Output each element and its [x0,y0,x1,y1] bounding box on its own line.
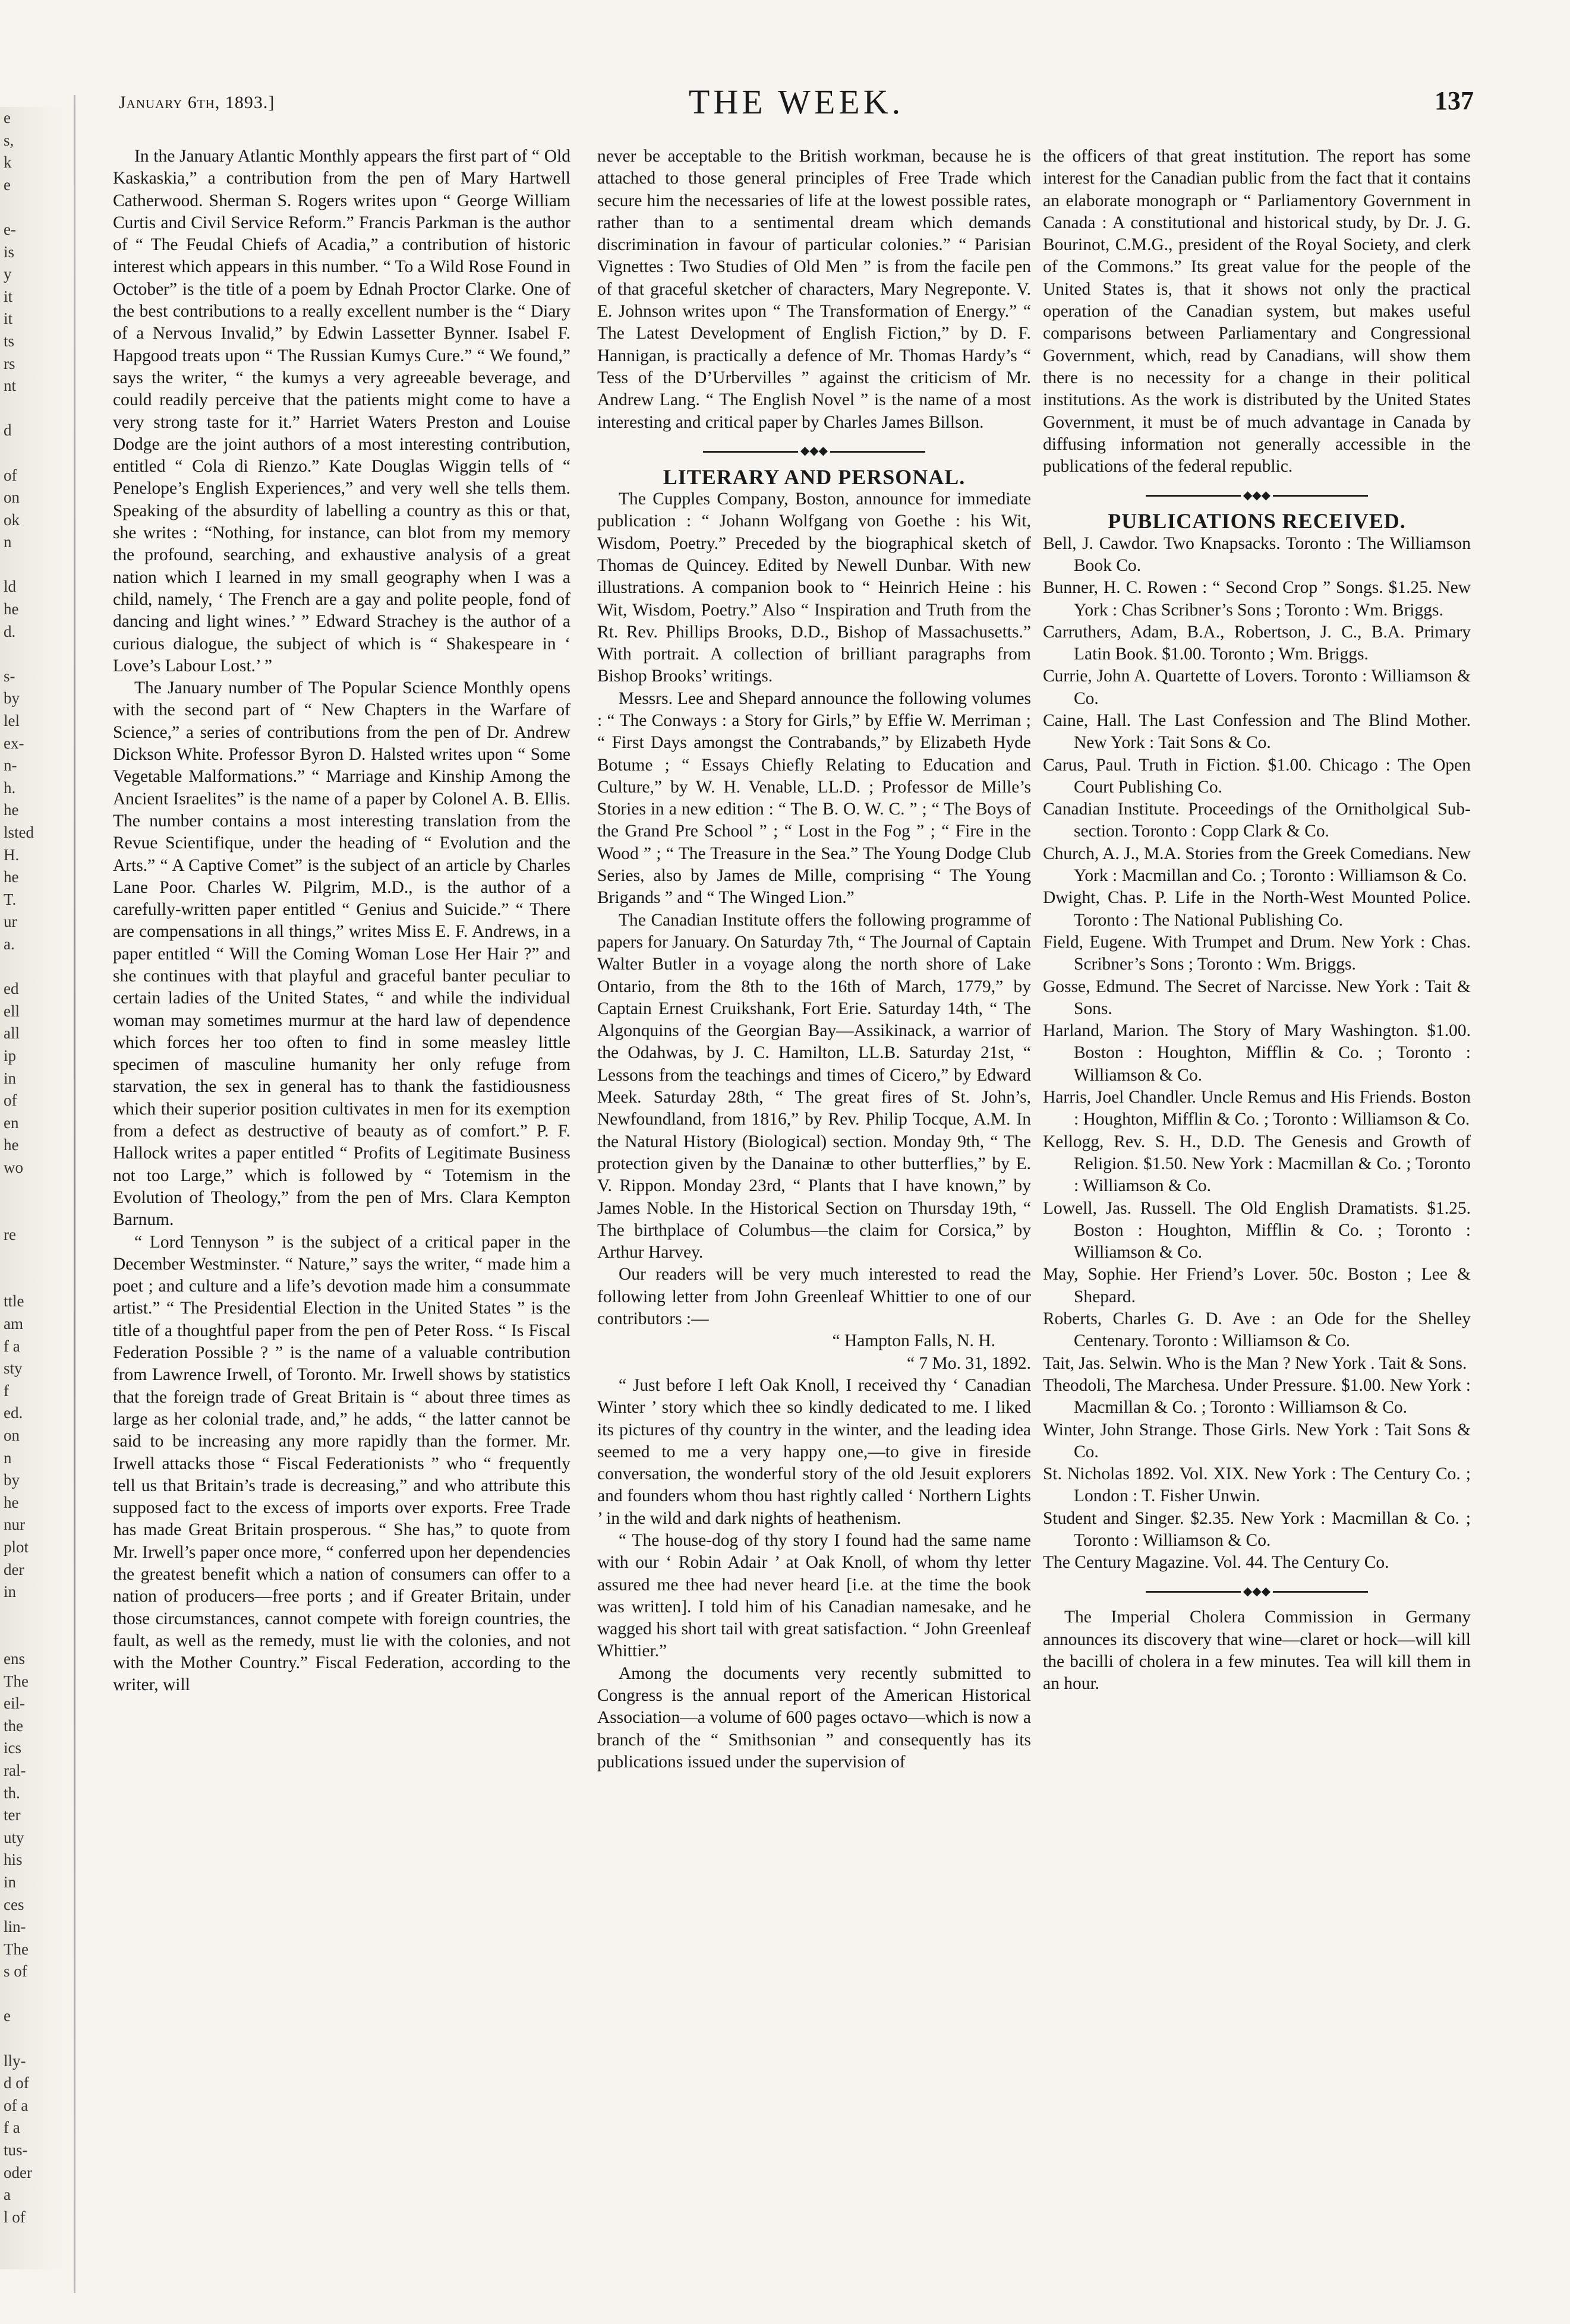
publication-title: THE WEEK. [688,83,904,121]
margin-fragment: T. [4,890,17,908]
margin-fragment: lsted [4,823,34,841]
publication-entry: Field, Eugene. With Trumpet and Drum. New York : Chas. Scribner’s Sons ; Toronto : Wm. Briggs. [1043,932,1471,974]
margin-fragment: en [4,1113,19,1132]
margin-fragment: in [4,1583,17,1601]
publication-entry: Winter, John Strange. Those Girls. New York : Tait Sons & Co. [1043,1420,1471,1461]
article-paragraph: the officers of that great institution. The report has some interest for the Canadian public from the fact that it contains an elaborate monograph or “ Parliamentory Government in Canada : A constitutional and historical study, by Dr. J. G. Bourinot, C.M.G., president of the Royal Society, and clerk of the Commons.” Its great value for the people of the United States is, that it shows not only the practical operation of the Canadian system, but makes useful comparisons between Parliamentary and Congressional Government, which, read by Canadians, will show them there is no necessity for a change in their political institutions. As the work is distributed by the United States Government, it must be of much advantage in Canada by diffusing information not generally accessible in the publications of the federal republic. [1043,147,1471,476]
publication-entry: Dwight, Chas. P. Life in the North-West Mounted Police. Toronto : The National Publishing Co. [1043,888,1471,930]
margin-fragment: th. [4,1783,20,1802]
margin-fragment: ed [4,980,19,998]
margin-fragment: ens [4,1649,25,1668]
margin-fragment [4,1603,74,1626]
publication-entry: Theodoli, The Marchesa. Under Pressure. $1.00. New York : Macmillan & Co. ; Toronto : Williamson & Co. [1043,1375,1471,1417]
column-1 [113,146,570,1697]
page-number: 137 [1435,86,1474,115]
margin-fragment: ld [4,577,17,596]
margin-fragment: h. [4,778,16,797]
margin-fragment: e [4,2007,11,2025]
margin-fragment: it [4,310,13,328]
margin-fragment: of [4,466,17,484]
margin-fragment: ip [4,1046,17,1065]
margin-fragment: f [4,1381,9,1400]
publication-entry: Caine, Hall. The Last Confession and The Blind Mother. New York : Tait Sons & Co. [1043,711,1471,753]
margin-fragment: e [4,109,11,127]
publication-entry: Church, A. J., M.A. Stories from the Greek Comedians. New York : Macmillan and Co. ; Toronto : Williamson & Co. [1043,844,1471,886]
publication-entry: Kellogg, Rev. S. H., D.D. The Genesis and Growth of Religion. $1.50. New York : Macmillan & Co. ; Toronto : Williamson & Co. [1043,1132,1471,1196]
publication-entry: The Century Magazine. Vol. 44. The Century Co. [1043,1553,1389,1573]
margin-fragment: he [4,600,19,618]
publications-list [1043,533,1471,1574]
margin-fragment: he [4,1136,19,1154]
margin-fragment: l of [4,2208,26,2226]
publication-entry: Carus, Paul. Truth in Fiction. $1.00. Chicago : The Open Court Publishing Co. [1043,755,1471,797]
article-paragraph: never be acceptable to the British workman, because he is attached to those general principles of Free Trade which secure him the necessaries of life at the lowest possible rates, rather than to a sentimental dream which demands discrimination in favour of particular colonies.” “ Parisian Vignettes : Two Studies of Old Men ” is from the facile pen of that graceful sketcher of characters, Mary Negreponte. V. E. Johnson writes upon “ The Transformation of Energy.” “ The Latest Development of English Fiction,” by D. F. Hannigan, is practically a defence of Mr. Thomas Hardy’s “ Tess of the D’Urbervilles ” against the criticism of Mr. Andrew Lang. “ The English Novel ” is the name of a most interesting and critical paper by Charles James Billson. [597,147,1031,432]
letter-paragraph: “ Just before I left Oak Knoll, I received thy ‘ Canadian Winter ’ story which thee so kindly dedicated to me. I liked its pictures of thy country in the winter, and the leading idea seemed to me a very happy one,—to give in fireside conversation, the wonderful story of the old Jesuit explorers and founders whom thou hast rightly called ‘ Northern Lights ’ in the wild and dark nights of heathenism. [597,1375,1031,1528]
section-heading: PUBLICATIONS RECEIVED. [1108,509,1406,533]
margin-fragment: d of [4,2074,29,2092]
margin-fragment: ttle [4,1292,24,1311]
publication-entry: Bell, J. Cawdor. Two Knapsacks. Toronto : The Williamson Book Co. [1043,533,1471,575]
margin-fragment [4,956,74,978]
publication-entry: Bunner, H. C. Rowen : “ Second Crop ” Songs. $1.25. New York : Chas Scribner’s Sons ; Toronto : Wm. Briggs. [1043,578,1471,620]
margin-fragment: tus- [4,2141,28,2159]
publication-entry: May, Sophie. Her Friend’s Lover. 50c. Boston ; Lee & Shepard. [1043,1265,1471,1306]
margin-fragment: lin- [4,1918,26,1936]
margin-fragment: s, [4,131,14,149]
margin-fragment: n- [4,756,17,775]
publication-entry: Tait, Jas. Selwin. Who is the Man ? New York . Tait & Sons. [1043,1353,1467,1373]
margin-fragment: n [4,533,12,551]
article-paragraph: The Canadian Institute offers the following programme of papers for January. On Saturday 7th, “ The Journal of Captain Walter Butler in a voyage along the north shore of Lake Ontario, from the 8th to the 16th of March, 1779,” by Captain Ernest Cruikshank, Fort Erie. Saturday 14th, “ The Algonquins of the Georgian Bay—Assikinack, a warrior of the Odahwas, by J. C. Hamilton, LL.B. Saturday 21st, “ Lessons from the teachings and times of Cicero,” by Edward Meek. Saturday 28th, “ The great fires of St. John’s, Newfoundland, from 1816,” by Rev. Philip Tocque, A.M. In the Natural History (Biological) section. Monday 9th, “ The protection given by the Danainæ to other butterflies,” by E. V. Rippon. Monday 23rd, “ Plants that I have known,” by James Noble. In the Historical Section on Thursday 19th, “ The birthplace of Columbus—the claim for Corsica,” by Arthur Harvey. [597,910,1031,1262]
margin-fragment: d [4,421,12,440]
margin-fragment [4,643,74,665]
margin-fragment: is [4,242,15,261]
publication-entry: Harland, Marion. The Story of Mary Washington. $1.00. Boston : Houghton, Mifflin & Co. ; Toronto : Williamson & Co. [1043,1021,1471,1085]
margin-fragment: The [4,1672,29,1690]
margin-fragment: ell [4,1002,20,1020]
issue-date: January 6th, 1893.] [119,93,275,112]
publication-entry: Carruthers, Adam, B.A., Robertson, J. C., B.A. Primary Latin Book. $1.00. Toronto ; Wm. Briggs. [1043,622,1471,664]
margin-fragment: lly- [4,2051,26,2070]
margin-fragment: sty [4,1359,23,1378]
article-paragraph: Among the documents very recently submitted to Congress is the annual report of the American Historical Association—a volume of 600 pages octavo—which is now a branch of the “ Smithsonian ” and consequently has its publications issued under the supervision of [597,1663,1031,1772]
margin-fragment [4,1179,74,1202]
article-paragraph: In the January Atlantic Monthly appears the first part of “ Old Kaskaskia,” a contribution from the pen of Mary Hartwell Catherwood. Sherman S. Rogers writes upon “ George William Curtis and Civil Service Reform.” Francis Parkman is the author of “ The Feudal Chiefs of Acadia,” a contribution of historic interest which appears in this number. “ To a Wild Rose Found in October” is the title of a poem by Ednah Proctor Clarke. One of the best contributions to a really excellent number is the “ Diary of a Nervous Invalid,” by Edwin Lassetter Bynner. Isabel F. Hapgood treats upon “ The Russian Kumys Cure.” “ We found,” says the writer, “ the kumys a very agreeable beverage, and could readily perceive that the patients might come to have a very strong taste for it.” Harriet Waters Preston and Louise Dodge are the joint authors of a most interesting contribution, entitled “ Cola di Rienzo.” Kate Douglas Wiggin tells of “ Penelope’s English Experiences,” and very well she tells them. Speaking of the absurdity of labelling a country as this or that, she writes : “Nothing, for instance, can blot from my memory the profound, searching, and exhaustive analysis of a great nation which I learned in my small geography when I was a child, namely, ‘ The French are a gay and polite people, fond of dancing and light wines.’ ” Edward Strachey is the author of a curious dialogue, the subject of which is “ Shakespeare in ‘ Love’s Labour Lost.’ ” [113,147,570,675]
margin-fragment: on [4,1426,20,1445]
margin-fragment: ces [4,1895,24,1913]
publication-entry: Currie, John A. Quartette of Lovers. Toronto : Williamson & Co. [1043,667,1471,708]
margin-fragment: lel [4,712,20,730]
article-paragraph: The January number of The Popular Science Monthly opens with the second part of “ New Chapters in the Warfare of Science,” a series of contributions from the pen of Dr. Andrew Dickson White. Professor Byron D. Halsted writes upon “ Some Vegetable Malformations.” “ Marriage and Kinship Among the Ancient Israelites” is the name of a paper by Colonel A. B. Ellis. The number contains a most interesting translation from the Revue Scientifique, under the heading of “ Evolution and the Arts.” “ A Captive Comet” is the subject of an article by Charles Lane Poor. Charles W. Pilgrim, M.D., is the author of a carefully-written paper entitled “ Genius and Suicide.” “ There are compensations in all things,” writes Miss E. F. Andrews, in a paper entitled “ Will the Coming Woman Lose Her Hair ?” and she continues with that playful and graceful banter peculiar to certain ladies of the United States, “ and while the individual woman may sometimes murmur at the hard law of dependence which forces her too often to find in some measley little specimen of masculine humanity her only refuge from starvation, the sex in general has to thank the fastidiousness which their superior position cultivates in men for its exemption from a defect as destructive of beauty as of comfort.” P. F. Hallock writes a paper entitled “ Profits of Legitimate Business not too Large,” which is followed by “ Totemism in the Evolution of Theology,” from the pen of Mrs. Clara Kempton Barnum. [113,678,570,1230]
margin-fragment: e [4,175,11,194]
margin-fragment: n [4,1448,12,1467]
margin-fragment: ral- [4,1761,26,1779]
margin-fragment: of a [4,2096,29,2114]
margin-fragment: ex- [4,734,24,752]
publication-entry: Roberts, Charles G. D. Ave : an Ode for the Shelley Centenary. Toronto : Williamson & Co. [1043,1309,1471,1351]
section-separator: ◆◆◆ [597,440,1031,463]
publication-entry: Gosse, Edmund. The Secret of Narcisse. New York : Tait & Sons. [1043,977,1471,1018]
margin-fragment [4,1625,74,1648]
margin-fragment: by [4,1471,20,1489]
page-header [119,82,1474,130]
publication-entry: Lowell, Jas. Russell. The Old English Dramatists. $1.25. Boston : Houghton, Mifflin & Co. ; Toronto : Williamson & Co. [1043,1198,1471,1262]
margin-fragment: oder [4,2163,32,2181]
section-heading: LITERARY AND PERSONAL. [663,465,966,489]
adjacent-page-margin [0,107,74,2269]
margin-fragment: d. [4,622,16,640]
margin-fragment: rs [4,354,15,372]
margin-fragment: am [4,1315,23,1333]
margin-fragment: nur [4,1515,25,1534]
margin-fragment: der [4,1560,24,1578]
margin-fragment: he [4,868,19,886]
margin-fragment: of [4,1091,17,1110]
margin-fragment: uty [4,1828,24,1846]
margin-fragment: the [4,1716,23,1735]
margin-fragment [4,2028,74,2050]
margin-fragment: it [4,287,13,305]
margin-fragment: ur [4,912,17,931]
section-separator: ◆◆◆ [1043,1580,1471,1603]
article-paragraph: Our readers will be very much interested to read the following letter from John Greenleaf Whittier to one of our contributors :— [597,1265,1031,1329]
margin-fragment: by [4,689,20,708]
margin-fragment [4,1201,74,1224]
margin-fragment: f a [4,1337,20,1355]
article-paragraph: “ Lord Tennyson ” is the subject of a critical paper in the December Westminster. “ Nature,” says the writer, “ made him a poet ; and culture and a life’s devotion made him a consummate artist.” “ The Presidential Election in the United States ” is the title of a thoughtful paper from the pen of Peter Ross. “ Is Fiscal Federation Possible ? ” is the name of a valuable contribution from Lawrence Irwell, of Toronto. Mr. Irwell shows by statistics that the foreign trade of Great Britain is “ about three times as large as her colonial trade, and,” he adds, “ the latter cannot be said to be increasing any more rapidly than the former. Mr. Irwell attacks those “ Fiscal Federationists ” who “ frequently tell us that Britain’s trade is decreasing,” and who attribute this supposed fact to the excess of imports over exports. Free Trade has made Great Britain prosperous. “ She has,” to quote from Mr. Irwell’s paper once more, “ conferred upon her dependencies the greatest benefit which a nation of consumers can offer to a nation of producers—free ports ; and if Greater Britain, under those circumstances, cannot compete with foreign countries, the fault, as well as the remedy, must lie with the colonies, and not with the Mother Country.” Fiscal Federation, according to the writer, will [113,1232,570,1695]
margin-fragment [4,397,74,420]
article-paragraph: The Imperial Cholera Commission in Germany announces its discovery that wine—claret or hock—will kill the bacilli of cholera in a few minutes. Tea will kill them in an hour. [1043,1608,1471,1694]
margin-fragment: plot [4,1538,29,1556]
margin-fragment: a. [4,934,15,953]
page-gutter [74,95,75,2293]
section-separator: ◆◆◆ [1043,484,1471,507]
letter-place: “ Hampton Falls, N. H. [832,1331,995,1351]
margin-fragment: he [4,1493,19,1511]
column-3 [1043,146,1471,1695]
letter-date: “ 7 Mo. 31, 1892. [907,1353,1031,1373]
margin-fragments [0,107,74,2228]
margin-fragment: ed. [4,1404,23,1422]
margin-fragment: eil- [4,1694,25,1713]
column-2 [597,146,1031,1773]
margin-fragment: a [4,2186,11,2204]
margin-fragment: y [4,265,12,283]
margin-fragment: wo [4,1158,23,1176]
margin-fragment [4,554,74,576]
margin-fragment [4,1246,74,1268]
article-paragraph: Messrs. Lee and Shepard announce the following volumes : “ The Conways : a Story for Girls,” by Effie W. Merriman ; “ First Days amongst the Contrabands,” by Elizabeth Hyde Botume ; “ Essays Chiefly Relating to Education and Culture,” by W. H. Venable, LL.D. ; Professor de Mille’s Stories in a new edition : “ The B. O. W. C. ” ; “ The Boys of the Grand Pre School ” ; “ Lost in the Fog ” ; “ Fire in the Wood ” ; “ The Treasure in the Sea.” The Young Dodge Club Series, also by James de Mille, comprising “ The Young Brigands ” and “ The Winged Lion.” [597,689,1031,908]
margin-fragment [4,1983,74,2006]
publication-entry: Canadian Institute. Proceedings of the Ornitholgical Sub-section. Toronto : Copp Clark & Co. [1043,800,1471,841]
margin-fragment: The [4,1940,29,1958]
margin-fragment: s- [4,667,15,685]
margin-fragment [4,196,74,219]
margin-fragment: nt [4,377,17,395]
margin-fragment: H. [4,845,20,864]
margin-fragment: k [4,153,12,172]
article-paragraph: The Cupples Company, Boston, announce for immediate publication : “ Johann Wolfgang von Goethe : his Wit, Wisdom, Poetry.” Preceded by the biographical sketch of Thomas de Quincey. Edited by Newell Dunbar. With new illustrations. A companion book to “ Heinrich Heine : his Wit, Wisdom, Poetry.” Also “ Inspiration and Truth from the Rt. Rev. Phillips Brooks, D.D., Bishop of Massachusetts.” With portrait. A collection of brilliant paragraphs from Bishop Brooks’ writings. [597,490,1031,686]
margin-fragment: in [4,1069,17,1087]
margin-fragment: ts [4,331,15,350]
margin-fragment: re [4,1225,16,1243]
margin-fragment: e- [4,220,16,238]
publication-entry: St. Nicholas 1892. Vol. XIX. New York : The Century Co. ; London : T. Fisher Unwin. [1043,1464,1471,1506]
margin-fragment [4,1268,74,1291]
margin-fragment: ok [4,510,20,529]
margin-fragment: ics [4,1739,21,1757]
margin-fragment: ter [4,1806,21,1824]
margin-fragment: on [4,488,20,507]
margin-fragment: all [4,1024,20,1043]
margin-fragment [4,442,74,465]
margin-fragment: f a [4,2118,20,2137]
margin-fragment: s of [4,1962,27,1981]
publication-entry: Harris, Joel Chandler. Uncle Remus and His Friends. Boston : Houghton, Mifflin & Co. ; Toronto : Williamson & Co. [1043,1088,1471,1129]
margin-fragment: his [4,1851,23,1869]
margin-fragment: in [4,1873,17,1891]
margin-fragment: he [4,801,19,819]
letter-paragraph: “ The house-dog of thy story I found had the same name with our ‘ Robin Adair ’ at Oak Knoll, of whom thy letter assured me thee had never heard [i.e. at the time the book was written]. I told him of his Canadian namesake, and he wagged his short tail with great satisfaction. “ John Greenleaf Whittier.” [597,1530,1031,1661]
publication-entry: Student and Singer. $2.35. New York : Macmillan & Co. ; Toronto : Williamson & Co. [1043,1508,1471,1550]
